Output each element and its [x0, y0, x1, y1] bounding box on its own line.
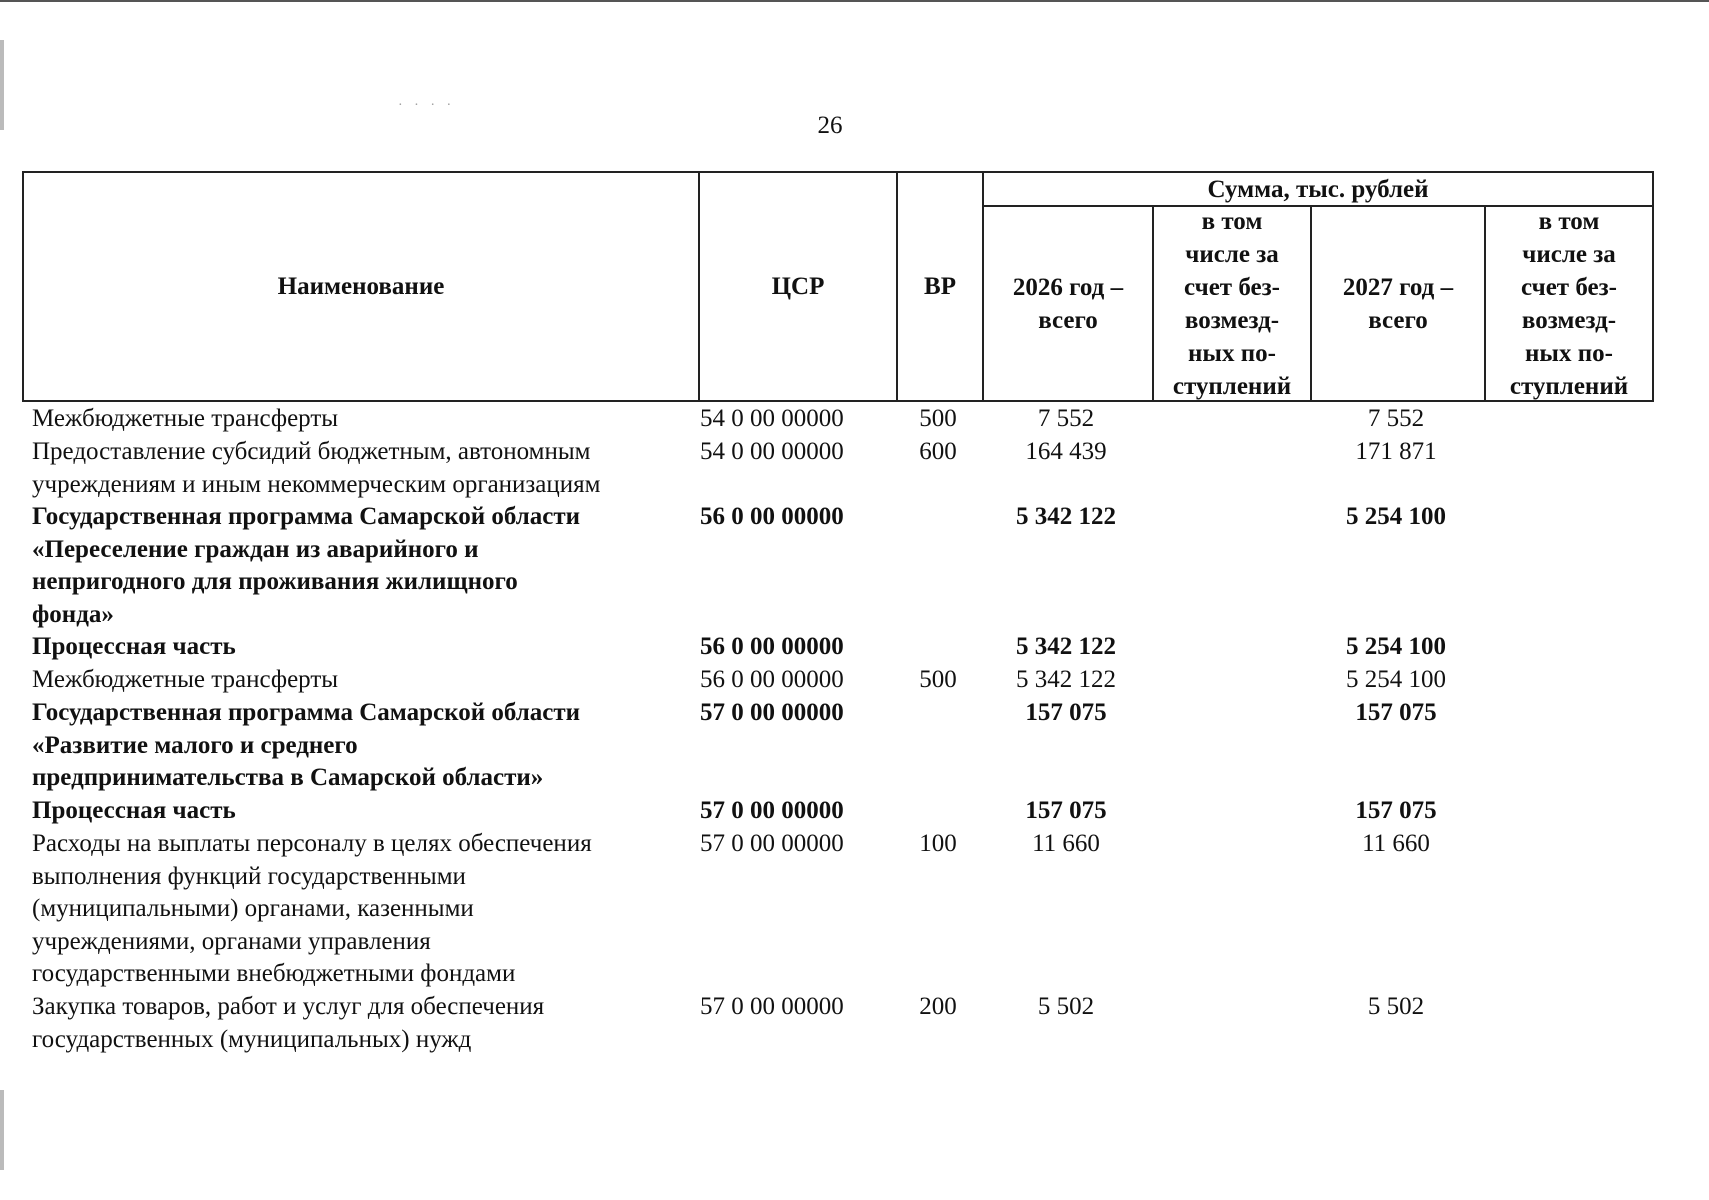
- row-name: Расходы на выплаты персоналу в целях обеспечения выполнения функций государственными (муниципальными) органами, казенными учреждениями, органами управления государственными внебюджетными фондами: [32, 830, 592, 987]
- header-2026-grants: в том числе за счет без- возмезд- ных по- ступлений: [1172, 207, 1292, 400]
- scan-edge-mark: [0, 40, 4, 130]
- row-csr: 56 0 00 00000: [700, 633, 844, 660]
- row-sum-2026: 11 660: [1032, 830, 1100, 857]
- row-name: Процессная часть: [32, 797, 236, 824]
- row-vr: 600: [919, 438, 957, 465]
- row-sum-2027: 157 075: [1355, 797, 1437, 824]
- row-csr: 57 0 00 00000: [700, 797, 844, 824]
- row-csr: 54 0 00 00000: [700, 405, 844, 432]
- header-2026-total: 2026 год – всего: [1012, 273, 1124, 334]
- row-sum-2026: 5 502: [1037, 993, 1095, 1020]
- row-sum-2027: 5 254 100: [1346, 666, 1446, 693]
- table-header: [22, 171, 1654, 402]
- row-sum-2026: 157 075: [1025, 699, 1107, 726]
- row-sum-2026: 164 439: [1025, 438, 1107, 465]
- scan-specks: · · · ·: [398, 98, 456, 113]
- row-sum-2026: 5 342 122: [1016, 666, 1116, 693]
- row-name: Государственная программа Самарской области «Развитие малого и среднего предпринимательства в Самарской области»: [32, 699, 581, 791]
- row-name: Межбюджетные трансферты: [32, 405, 339, 432]
- row-name: Государственная программа Самарской области «Переселение граждан из аварийного и непригодного для проживания жилищного фонда»: [32, 503, 581, 628]
- row-sum-2026: 157 075: [1025, 797, 1107, 824]
- row-sum-2027: 7 552: [1367, 405, 1425, 432]
- row-sum-2027: 5 254 100: [1346, 633, 1446, 660]
- row-csr: 54 0 00 00000: [700, 438, 844, 465]
- row-csr: 57 0 00 00000: [700, 830, 844, 857]
- row-sum-2027: 5 254 100: [1346, 503, 1446, 530]
- page-number: 26: [817, 112, 843, 139]
- row-sum-2027: 11 660: [1362, 830, 1430, 857]
- header-csr: ЦСР: [771, 273, 825, 300]
- row-csr: 56 0 00 00000: [700, 503, 844, 530]
- header-name: Наименование: [277, 273, 445, 300]
- header-2027-grants: в том числе за счет без- возмезд- ных по- ступлений: [1509, 207, 1629, 400]
- row-sum-2026: 7 552: [1037, 405, 1095, 432]
- row-sum-2027: 171 871: [1355, 438, 1437, 465]
- row-csr: 57 0 00 00000: [700, 993, 844, 1020]
- row-name: Закупка товаров, работ и услуг для обеспечения государственных (муниципальных) нужд: [32, 993, 545, 1053]
- header-sum-group: Сумма, тыс. рублей: [1207, 175, 1429, 203]
- scan-edge-mark: [0, 1090, 4, 1170]
- row-name: Процессная часть: [32, 633, 236, 660]
- row-csr: 57 0 00 00000: [700, 699, 844, 726]
- row-csr: 56 0 00 00000: [700, 666, 844, 693]
- row-vr: 500: [919, 405, 957, 432]
- header-2027-total: 2027 год – всего: [1342, 273, 1454, 334]
- row-vr: 100: [919, 830, 957, 857]
- row-vr: 500: [919, 666, 957, 693]
- row-name: Предоставление субсидий бюджетным, автономным учреждениям и иным некоммерческим организациям: [32, 438, 601, 498]
- row-name: Межбюджетные трансферты: [32, 666, 339, 693]
- top-border-line: [0, 0, 1709, 2]
- row-sum-2027: 157 075: [1355, 699, 1437, 726]
- row-sum-2026: 5 342 122: [1016, 503, 1116, 530]
- row-vr: 200: [919, 993, 957, 1020]
- header-vr: ВР: [924, 273, 956, 300]
- row-sum-2027: 5 502: [1367, 993, 1425, 1020]
- row-sum-2026: 5 342 122: [1016, 633, 1116, 660]
